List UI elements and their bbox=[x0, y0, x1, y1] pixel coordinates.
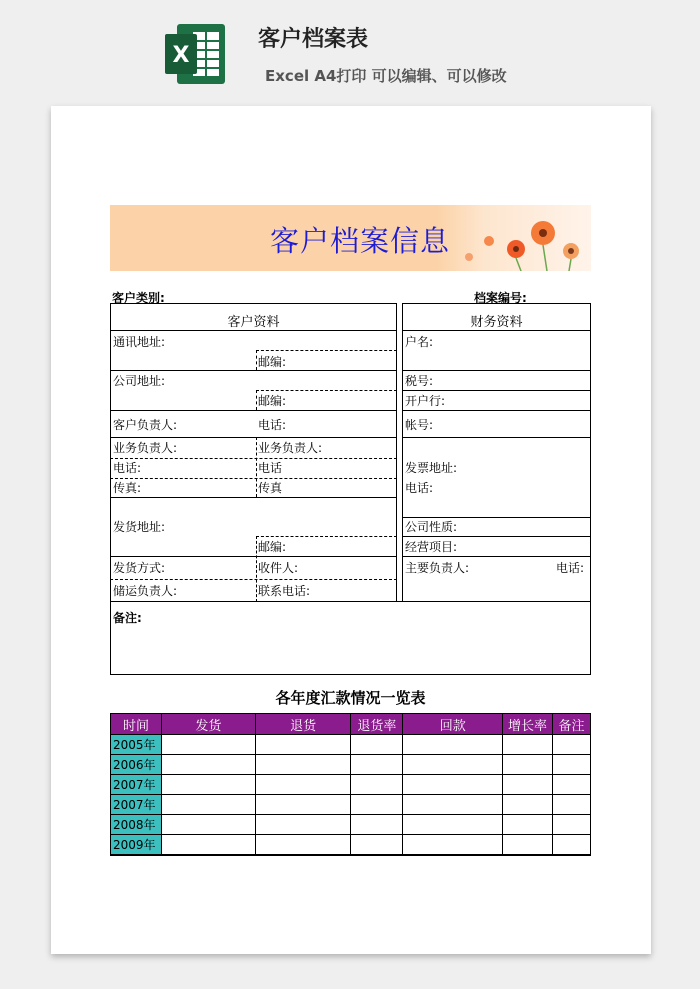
address-label: 通讯地址: bbox=[113, 335, 166, 349]
phone-label: 电话: bbox=[556, 561, 585, 575]
remarks-label: 备注: bbox=[113, 611, 142, 625]
table-row bbox=[111, 815, 591, 835]
table-cell[interactable] bbox=[403, 815, 503, 835]
table-cell[interactable] bbox=[161, 795, 255, 815]
ship-address-label: 发货地址: bbox=[113, 520, 166, 534]
document-subtitle: Excel A4打印 可以编辑、可以修改 bbox=[265, 67, 507, 85]
table-cell[interactable] bbox=[255, 755, 351, 775]
business-scope-label: 经营项目: bbox=[405, 540, 458, 554]
postcode-label: 邮编: bbox=[258, 540, 287, 554]
table-cell[interactable] bbox=[503, 735, 553, 755]
column-header: 退货率 bbox=[351, 714, 403, 735]
customer-responsible-label: 客户负责人: bbox=[113, 418, 178, 432]
remarks-box bbox=[110, 601, 591, 675]
year-cell: 2007年 bbox=[111, 795, 162, 815]
banner bbox=[110, 205, 591, 271]
table-cell[interactable] bbox=[403, 735, 503, 755]
finance-info-header: 财务资料 bbox=[470, 315, 523, 330]
table-cell[interactable] bbox=[255, 775, 351, 795]
logistics-manager-label: 储运负责人: bbox=[113, 584, 178, 598]
column-header: 备注 bbox=[553, 714, 591, 735]
account-number-label: 帐号: bbox=[405, 418, 434, 432]
year-cell: 2006年 bbox=[111, 755, 162, 775]
table-row bbox=[111, 755, 591, 775]
table-cell[interactable] bbox=[503, 795, 553, 815]
customer-category-label: 客户类别: bbox=[112, 291, 165, 305]
receiver-label: 收件人: bbox=[258, 561, 299, 575]
column-header: 增长率 bbox=[503, 714, 553, 735]
table-cell[interactable] bbox=[553, 795, 591, 815]
postcode-label: 邮编: bbox=[258, 394, 287, 408]
ship-method-label: 发货方式: bbox=[113, 561, 166, 575]
year-cell: 2009年 bbox=[111, 835, 162, 855]
table-cell[interactable] bbox=[403, 835, 503, 855]
contact-phone-label: 联系电话: bbox=[258, 584, 311, 598]
column-header: 退货 bbox=[255, 714, 351, 735]
table-row bbox=[111, 835, 591, 855]
column-header: 回款 bbox=[403, 714, 503, 735]
table-cell[interactable] bbox=[351, 835, 403, 855]
invoice-address-label: 发票地址: bbox=[405, 461, 458, 475]
table-cell[interactable] bbox=[553, 735, 591, 755]
tax-number-label: 税号: bbox=[405, 374, 434, 388]
business-manager-label: 业务负责人: bbox=[113, 441, 178, 455]
table-cell[interactable] bbox=[503, 835, 553, 855]
phone-label: 电话 bbox=[258, 461, 283, 475]
customer-info-header: 客户资料 bbox=[227, 315, 280, 330]
bank-label: 开户行: bbox=[405, 394, 446, 408]
fax-label: 传真 bbox=[258, 481, 283, 495]
table-row bbox=[111, 735, 591, 755]
table-cell[interactable] bbox=[503, 755, 553, 775]
table-cell[interactable] bbox=[351, 735, 403, 755]
table-cell[interactable] bbox=[255, 815, 351, 835]
table-cell[interactable] bbox=[503, 775, 553, 795]
table-cell[interactable] bbox=[351, 795, 403, 815]
summary-header-row bbox=[111, 714, 591, 735]
postcode-label: 邮编: bbox=[258, 355, 287, 369]
account-name-label: 户名: bbox=[405, 335, 434, 349]
year-cell: 2005年 bbox=[111, 735, 162, 755]
table-cell[interactable] bbox=[503, 815, 553, 835]
table-cell[interactable] bbox=[161, 775, 255, 795]
table-cell[interactable] bbox=[161, 815, 255, 835]
table-row bbox=[111, 775, 591, 795]
summary-title: 各年度汇款情况一览表 bbox=[275, 689, 426, 707]
table-cell[interactable] bbox=[255, 795, 351, 815]
business-manager-label: 业务负责人: bbox=[258, 441, 323, 455]
phone-label: 电话: bbox=[258, 418, 287, 432]
flowers-decoration bbox=[431, 205, 591, 271]
table-cell[interactable] bbox=[553, 835, 591, 855]
table-cell[interactable] bbox=[553, 815, 591, 835]
year-cell: 2007年 bbox=[111, 775, 162, 795]
table-cell[interactable] bbox=[403, 795, 503, 815]
banner-title: 客户档案信息 bbox=[270, 224, 451, 258]
table-row bbox=[111, 795, 591, 815]
table-cell[interactable] bbox=[255, 735, 351, 755]
table-cell[interactable] bbox=[403, 775, 503, 795]
table-cell[interactable] bbox=[161, 735, 255, 755]
table-cell[interactable] bbox=[351, 815, 403, 835]
excel-icon bbox=[163, 22, 227, 86]
summary-table bbox=[110, 713, 591, 856]
column-header: 发货 bbox=[161, 714, 255, 735]
fax-label: 传真: bbox=[113, 481, 142, 495]
main-manager-label: 主要负责人: bbox=[405, 561, 470, 575]
table-cell[interactable] bbox=[553, 775, 591, 795]
svg-text:X: X bbox=[172, 43, 190, 68]
table-cell[interactable] bbox=[161, 755, 255, 775]
company-address-label: 公司地址: bbox=[113, 374, 166, 388]
year-cell: 2008年 bbox=[111, 815, 162, 835]
document-title: 客户档案表 bbox=[258, 27, 369, 52]
table-cell[interactable] bbox=[255, 835, 351, 855]
table-cell[interactable] bbox=[553, 755, 591, 775]
phone-label: 电话: bbox=[405, 481, 434, 495]
file-number-label: 档案编号: bbox=[474, 291, 527, 305]
table-cell[interactable] bbox=[161, 835, 255, 855]
table-cell[interactable] bbox=[351, 775, 403, 795]
column-header: 时间 bbox=[111, 714, 162, 735]
table-cell[interactable] bbox=[403, 755, 503, 775]
company-nature-label: 公司性质: bbox=[405, 520, 458, 534]
table-cell[interactable] bbox=[351, 755, 403, 775]
phone-label: 电话: bbox=[113, 461, 142, 475]
